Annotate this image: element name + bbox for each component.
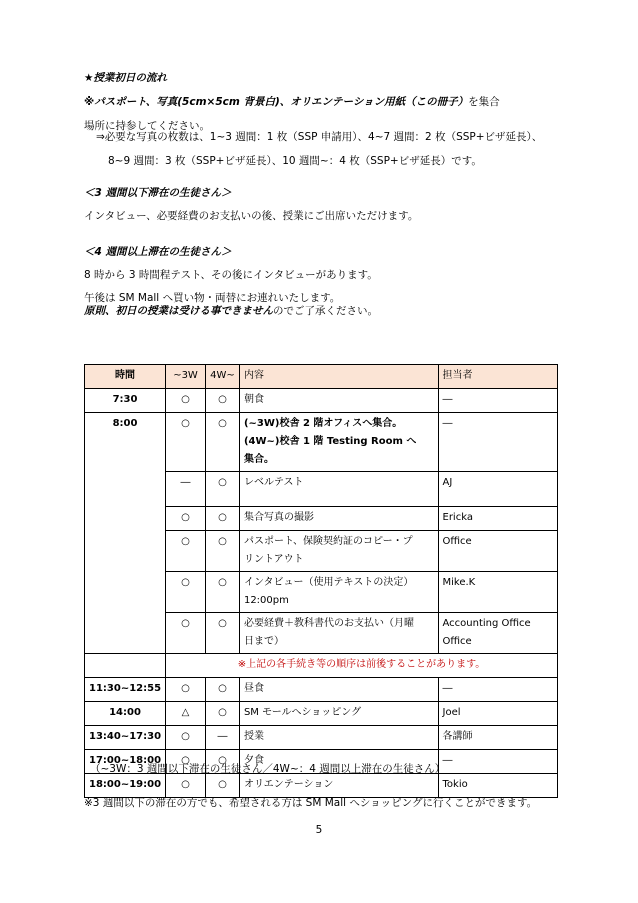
header-content: 内容 [239,365,438,389]
row-content-line: パスポート、保険契約証のコピー・プ [243,536,413,547]
legend-footnote: （~3W：3 週間以下滞在の生徒さん／4W~：4 週間以上滞在の生徒さん） [90,763,446,775]
row-content [239,531,438,572]
short-stay-heading: ＜3 週間以下滞在の生徒さん＞ [84,187,232,199]
row-time [85,654,166,678]
row-4w: ○ [205,750,239,774]
row-3w: ○ [166,613,206,654]
header-staff: 担当者 [438,365,558,389]
long-stay-notice-bold: 原則、初日の授業は受ける事できません [84,305,273,317]
row-content [239,413,438,472]
row-staff: Mike.K [438,572,558,613]
row-time: 11:30~12:55 [85,678,166,702]
row-3w: ○ [166,750,206,774]
header-4w: 4W~ [205,365,239,389]
row-staff-line: Office [442,636,472,647]
row-time: 13:40~17:30 [85,726,166,750]
row-time: 17:00~18:00 [85,750,166,774]
long-stay-text-3 [84,304,378,318]
row-3w: ○ [166,726,206,750]
row-time: 14:00 [85,702,166,726]
photo-count-line-1: ⇒必要な写真の枚数は、1~3 週間：1 枚（SSP 申請用）、4~7 週間：2 枚（SSP+ビザ延長）、 [96,131,543,143]
row-time: 8:00 [85,413,166,654]
row-staff: ― [438,678,558,702]
row-staff: ― [438,750,558,774]
row-4w: ○ [205,613,239,654]
table-header-row [85,365,558,389]
long-stay-heading: ＜4 週間以上滞在の生徒さん＞ [84,246,232,258]
row-content-line: インタビュー（使用テキストの決定） [243,577,414,588]
row-4w: ○ [205,507,239,531]
row-3w: △ [166,702,206,726]
row-3w: ○ [166,678,206,702]
header-time: 時間 [85,365,166,389]
long-stay-text-1: 8 時から 3 時間程テスト、その後にインタビューがあります。 [84,269,378,281]
row-4w: ○ [205,774,239,798]
header-3w: ~3W [166,365,206,389]
row-4w: ○ [205,702,239,726]
order-note: ※上記の各手続き等の順序は前後することがあります。 [166,654,558,678]
row-content: 夕食 [239,750,438,774]
page-number: 5 [315,824,323,836]
row-staff: ― [438,389,558,413]
row-4w: ○ [205,678,239,702]
table-note-row [85,654,558,678]
shopping-footnote: ※3 週間以下の滞在の方でも、希望される方は SM Mall へショッピングに行くことができます。 [84,797,538,809]
row-staff: Office [438,531,558,572]
row-content [239,572,438,613]
schedule-table [84,364,558,798]
row-3w: ○ [166,531,206,572]
row-4w: ○ [205,531,239,572]
row-time: 7:30 [85,389,166,413]
photo-count-line-2: 8~9 週間：3 枚（SSP+ビザ延長）、10 週間~：4 枚（SSP+ビザ延長）です。 [108,155,482,167]
row-staff: AJ [438,472,558,507]
row-content: レベルテスト [239,472,438,507]
row-3w: ○ [166,572,206,613]
row-staff: Ericka [438,507,558,531]
row-content: SM モールへショッピング [239,702,438,726]
bring-items-rest: を集合 [468,96,500,108]
bring-items-line [84,95,500,109]
row-4w: ○ [205,472,239,507]
row-3w: ○ [166,389,206,413]
first-day-heading: ★授業初日の流れ [84,72,167,84]
long-stay-text-2: 午後は SM Mall へ買い物・両替にお連れいたします。 [84,292,341,304]
row-content-line: 必要経費＋教科書代のお支払い（月曜 [243,618,414,629]
row-content [239,613,438,654]
short-stay-text: インタビュー、必要経費のお支払いの後、授業にご出席いただけます。 [84,210,419,222]
table-row [85,726,558,750]
row-3w: ○ [166,774,206,798]
table-row [85,413,558,472]
row-content-line: (4W~)校舎 1 階 Testing Room へ [243,436,417,447]
bring-items-bold: ※パスポート、写真(5cm×5cm 背景白)、オリエンテーション用紙（この冊子） [84,96,469,108]
row-3w: ○ [166,507,206,531]
row-staff: Tokio [438,774,558,798]
bring-items-line-2: 場所に持参してください。 [84,120,210,132]
row-content-line: (~3W)校舎 2 階オフィスへ集合。 [243,418,403,429]
row-content-line: 集合。 [243,454,274,465]
row-3w: ― [166,472,206,507]
row-staff-line: Accounting Office [442,618,531,629]
row-content: 授業 [239,726,438,750]
row-content-line: 12:00pm [243,595,289,606]
row-4w: ○ [205,572,239,613]
long-stay-notice-rest: のでご了承ください。 [273,305,378,317]
row-4w: ― [205,726,239,750]
row-content: 昼食 [239,678,438,702]
row-4w: ○ [205,389,239,413]
row-4w: ○ [205,413,239,472]
table-row [85,389,558,413]
row-staff: Joel [438,702,558,726]
row-content: 集合写真の撮影 [239,507,438,531]
row-content: 朝食 [239,389,438,413]
row-staff [438,613,558,654]
table-row [85,678,558,702]
table-row [85,702,558,726]
row-staff: 各講師 [438,726,558,750]
row-content-line: リントアウト [243,554,304,565]
row-time: 18:00~19:00 [85,774,166,798]
row-3w: ○ [166,413,206,472]
table-row [85,774,558,798]
row-content-line: 日まで） [243,636,284,647]
row-staff: ― [438,413,558,472]
row-content: オリエンテーション [239,774,438,798]
